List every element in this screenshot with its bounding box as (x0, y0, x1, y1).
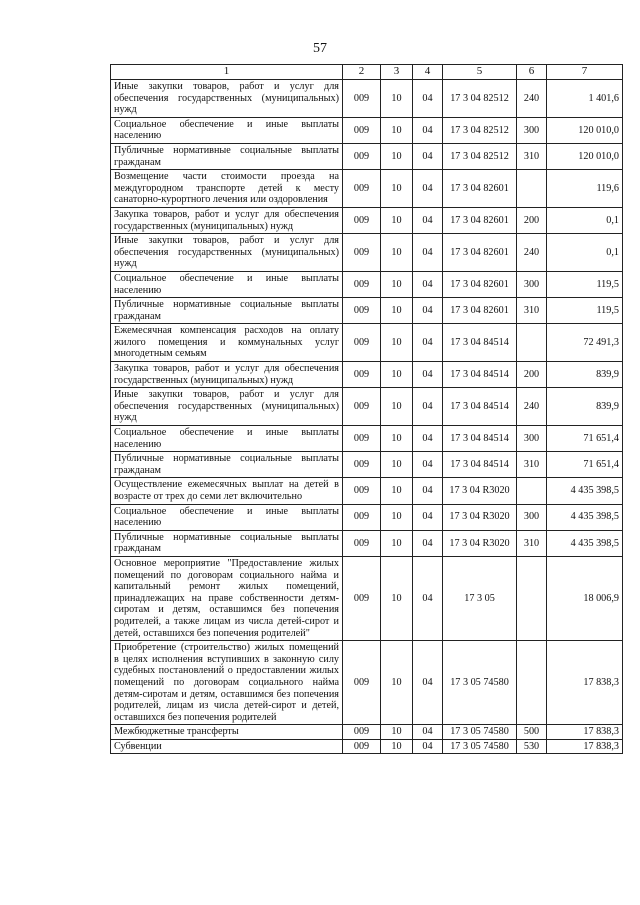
target-article-cell: 17 3 05 74580 (443, 725, 517, 740)
target-article-cell: 17 3 05 74580 (443, 641, 517, 725)
target-article-cell: 17 3 04 84514 (443, 388, 517, 426)
section-cell: 10 (381, 117, 413, 143)
section-cell: 10 (381, 324, 413, 362)
ministry-code-cell: 009 (343, 80, 381, 118)
expense-type-cell: 240 (517, 80, 547, 118)
ministry-code-cell: 009 (343, 504, 381, 530)
subsection-cell: 04 (413, 556, 443, 640)
ministry-code-cell: 009 (343, 207, 381, 233)
expense-type-cell: 200 (517, 207, 547, 233)
ministry-code-cell: 009 (343, 739, 381, 754)
target-article-cell: 17 3 04 R3020 (443, 504, 517, 530)
subsection-cell: 04 (413, 388, 443, 426)
expense-type-cell: 310 (517, 143, 547, 169)
subsection-cell: 04 (413, 530, 443, 556)
ministry-code-cell: 009 (343, 143, 381, 169)
section-cell: 10 (381, 271, 413, 297)
target-article-cell: 17 3 04 82601 (443, 271, 517, 297)
target-article-cell: 17 3 04 84514 (443, 452, 517, 478)
expense-type-cell: 200 (517, 362, 547, 388)
ministry-code-cell: 009 (343, 478, 381, 504)
row-name-cell: Публичные нормативные социальные выплаты гражданам (111, 298, 343, 324)
row-name-cell: Осуществление ежемесячных выплат на детей в возрасте от трех до семи лет включительно (111, 478, 343, 504)
row-name-cell: Иные закупки товаров, работ и услуг для обеспечения государственных (муниципальных) нужд (111, 80, 343, 118)
target-article-cell: 17 3 04 84514 (443, 362, 517, 388)
row-name-cell: Ежемесячная компенсация расходов на оплату жилого помещения и коммунальных услуг многодетным семьям (111, 324, 343, 362)
amount-cell: 17 838,3 (547, 739, 623, 754)
table-row (111, 324, 623, 362)
table-row (111, 725, 623, 740)
expense-type-cell: 300 (517, 271, 547, 297)
row-name-cell: Социальное обеспечение и иные выплаты населению (111, 271, 343, 297)
column-header: 1 (111, 65, 343, 80)
expense-type-cell: 300 (517, 426, 547, 452)
subsection-cell: 04 (413, 234, 443, 272)
section-cell: 10 (381, 143, 413, 169)
table-row (111, 388, 623, 426)
section-cell: 10 (381, 298, 413, 324)
section-cell: 10 (381, 556, 413, 640)
subsection-cell: 04 (413, 739, 443, 754)
section-cell: 10 (381, 452, 413, 478)
row-name-cell: Социальное обеспечение и иные выплаты населению (111, 117, 343, 143)
table-row (111, 739, 623, 754)
expense-type-cell: 300 (517, 117, 547, 143)
expense-type-cell: 310 (517, 452, 547, 478)
column-header: 4 (413, 65, 443, 80)
column-header: 2 (343, 65, 381, 80)
amount-cell: 4 435 398,5 (547, 504, 623, 530)
target-article-cell: 17 3 05 74580 (443, 739, 517, 754)
ministry-code-cell: 009 (343, 234, 381, 272)
table-row (111, 362, 623, 388)
target-article-cell: 17 3 04 84514 (443, 324, 517, 362)
table-row (111, 117, 623, 143)
expense-type-cell (517, 170, 547, 208)
section-cell: 10 (381, 207, 413, 233)
amount-cell: 120 010,0 (547, 117, 623, 143)
subsection-cell: 04 (413, 504, 443, 530)
column-header: 5 (443, 65, 517, 80)
section-cell: 10 (381, 739, 413, 754)
table-row (111, 207, 623, 233)
ministry-code-cell: 009 (343, 271, 381, 297)
target-article-cell: 17 3 04 82512 (443, 143, 517, 169)
table-row (111, 271, 623, 297)
amount-cell: 4 435 398,5 (547, 478, 623, 504)
ministry-code-cell: 009 (343, 362, 381, 388)
target-article-cell: 17 3 04 82601 (443, 207, 517, 233)
ministry-code-cell: 009 (343, 388, 381, 426)
subsection-cell: 04 (413, 271, 443, 297)
row-name-cell: Закупка товаров, работ и услуг для обеспечения государственных (муниципальных) нужд (111, 207, 343, 233)
expense-type-cell: 240 (517, 234, 547, 272)
subsection-cell: 04 (413, 207, 443, 233)
target-article-cell: 17 3 04 82601 (443, 298, 517, 324)
amount-cell: 119,5 (547, 298, 623, 324)
amount-cell: 119,5 (547, 271, 623, 297)
subsection-cell: 04 (413, 478, 443, 504)
column-header: 6 (517, 65, 547, 80)
ministry-code-cell: 009 (343, 170, 381, 208)
table-row (111, 641, 623, 725)
target-article-cell: 17 3 05 (443, 556, 517, 640)
row-name-cell: Публичные нормативные социальные выплаты гражданам (111, 143, 343, 169)
row-name-cell: Иные закупки товаров, работ и услуг для обеспечения государственных (муниципальных) нужд (111, 388, 343, 426)
amount-cell: 119,6 (547, 170, 623, 208)
row-name-cell: Основное мероприятие "Предоставление жилых помещений по договорам социального найма и капитальный ремонт жилых помещений, принадлежащих на праве собственности детям-сиротам и детям, оставшимся без попечения родителей, а также лицам из числа детей-сирот и детей, оставшихся без попечения родителей" (111, 556, 343, 640)
amount-cell: 72 491,3 (547, 324, 623, 362)
column-header: 3 (381, 65, 413, 80)
subsection-cell: 04 (413, 725, 443, 740)
subsection-cell: 04 (413, 117, 443, 143)
section-cell: 10 (381, 725, 413, 740)
expense-type-cell: 300 (517, 504, 547, 530)
table-row (111, 234, 623, 272)
expense-type-cell: 240 (517, 388, 547, 426)
section-cell: 10 (381, 504, 413, 530)
section-cell: 10 (381, 478, 413, 504)
amount-cell: 839,9 (547, 362, 623, 388)
subsection-cell: 04 (413, 80, 443, 118)
row-name-cell: Субвенции (111, 739, 343, 754)
section-cell: 10 (381, 388, 413, 426)
target-article-cell: 17 3 04 82512 (443, 117, 517, 143)
ministry-code-cell: 009 (343, 298, 381, 324)
table-header-row (111, 65, 623, 80)
table-row (111, 452, 623, 478)
subsection-cell: 04 (413, 452, 443, 478)
expense-type-cell (517, 324, 547, 362)
row-name-cell: Публичные нормативные социальные выплаты гражданам (111, 452, 343, 478)
section-cell: 10 (381, 362, 413, 388)
section-cell: 10 (381, 530, 413, 556)
subsection-cell: 04 (413, 426, 443, 452)
expense-type-cell (517, 478, 547, 504)
subsection-cell: 04 (413, 298, 443, 324)
row-name-cell: Публичные нормативные социальные выплаты гражданам (111, 530, 343, 556)
table-row (111, 80, 623, 118)
target-article-cell: 17 3 04 R3020 (443, 478, 517, 504)
amount-cell: 0,1 (547, 207, 623, 233)
ministry-code-cell: 009 (343, 426, 381, 452)
column-header: 7 (547, 65, 623, 80)
page-number: 57 (313, 41, 327, 56)
row-name-cell: Возмещение части стоимости проезда на междугородном транспорте детей к месту санаторно-курортного лечения или оздоровления (111, 170, 343, 208)
section-cell: 10 (381, 426, 413, 452)
table-row (111, 298, 623, 324)
expense-type-cell: 500 (517, 725, 547, 740)
expense-type-cell: 310 (517, 298, 547, 324)
section-cell: 10 (381, 170, 413, 208)
target-article-cell: 17 3 04 82601 (443, 170, 517, 208)
section-cell: 10 (381, 80, 413, 118)
subsection-cell: 04 (413, 641, 443, 725)
target-article-cell: 17 3 04 82512 (443, 80, 517, 118)
ministry-code-cell: 009 (343, 117, 381, 143)
row-name-cell: Социальное обеспечение и иные выплаты населению (111, 426, 343, 452)
subsection-cell: 04 (413, 362, 443, 388)
expense-type-cell (517, 641, 547, 725)
table-row (111, 478, 623, 504)
table-row (111, 426, 623, 452)
amount-cell: 71 651,4 (547, 426, 623, 452)
table-row (111, 170, 623, 208)
subsection-cell: 04 (413, 143, 443, 169)
row-name-cell: Межбюджетные трансферты (111, 725, 343, 740)
amount-cell: 17 838,3 (547, 641, 623, 725)
amount-cell: 18 006,9 (547, 556, 623, 640)
ministry-code-cell: 009 (343, 324, 381, 362)
row-name-cell: Закупка товаров, работ и услуг для обеспечения государственных (муниципальных) нужд (111, 362, 343, 388)
amount-cell: 1 401,6 (547, 80, 623, 118)
ministry-code-cell: 009 (343, 725, 381, 740)
ministry-code-cell: 009 (343, 530, 381, 556)
table-row (111, 504, 623, 530)
budget-table (110, 64, 623, 754)
ministry-code-cell: 009 (343, 641, 381, 725)
row-name-cell: Приобретение (строительство) жилых помещений в целях исполнения вступивших в законную силу судебных постановлений о предоставлении жилых помещений по договорам социального найма детям-сиротам и детям, оставшимся без попечения родителей, лицам из числа детей-сирот и детей, оставшихся без попечения родителей (111, 641, 343, 725)
amount-cell: 839,9 (547, 388, 623, 426)
table-row (111, 143, 623, 169)
amount-cell: 4 435 398,5 (547, 530, 623, 556)
subsection-cell: 04 (413, 170, 443, 208)
row-name-cell: Иные закупки товаров, работ и услуг для обеспечения государственных (муниципальных) нужд (111, 234, 343, 272)
target-article-cell: 17 3 04 R3020 (443, 530, 517, 556)
section-cell: 10 (381, 641, 413, 725)
table-row (111, 530, 623, 556)
expense-type-cell: 310 (517, 530, 547, 556)
expense-type-cell: 530 (517, 739, 547, 754)
row-name-cell: Социальное обеспечение и иные выплаты населению (111, 504, 343, 530)
amount-cell: 17 838,3 (547, 725, 623, 740)
target-article-cell: 17 3 04 84514 (443, 426, 517, 452)
amount-cell: 0,1 (547, 234, 623, 272)
section-cell: 10 (381, 234, 413, 272)
amount-cell: 71 651,4 (547, 452, 623, 478)
target-article-cell: 17 3 04 82601 (443, 234, 517, 272)
amount-cell: 120 010,0 (547, 143, 623, 169)
subsection-cell: 04 (413, 324, 443, 362)
ministry-code-cell: 009 (343, 556, 381, 640)
table-row (111, 556, 623, 640)
ministry-code-cell: 009 (343, 452, 381, 478)
expense-type-cell (517, 556, 547, 640)
